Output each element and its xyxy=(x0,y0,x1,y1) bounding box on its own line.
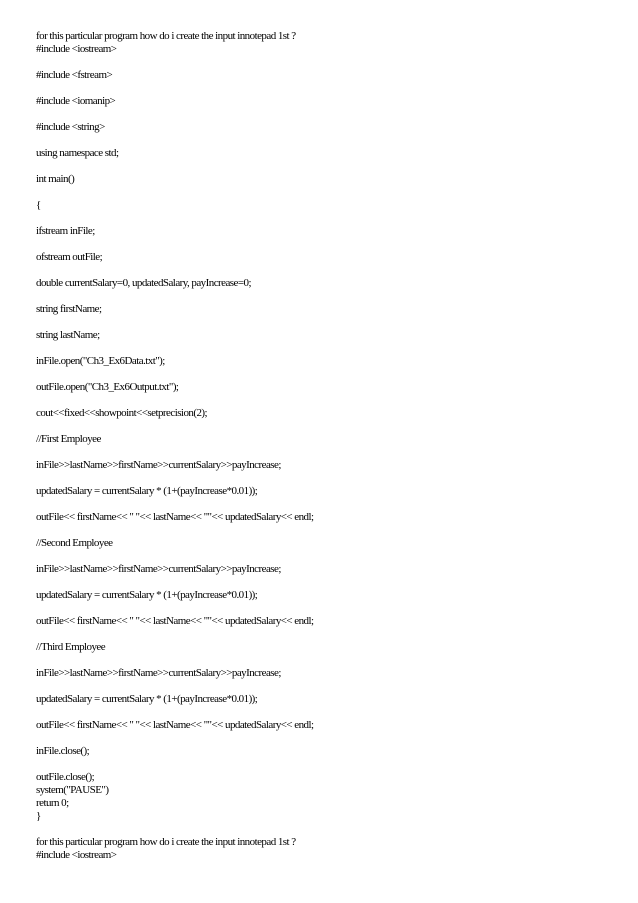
system-pause-line: system("PAUSE") xyxy=(36,784,109,796)
ofstream-line: ofstream outFile; xyxy=(36,251,103,263)
open-brace-line: { xyxy=(36,199,41,211)
infile-close-line: inFile.close(); xyxy=(36,745,90,757)
cout-format-line: cout<<fixed<<showpoint<<setprecision(2); xyxy=(36,407,208,419)
include-iomanip-line: #include <iomanip> xyxy=(36,95,116,107)
compute-third-salary-line: updatedSalary = currentSalary * (1+(payIncrease*0.01)); xyxy=(36,693,258,705)
using-namespace-line: using namespace std; xyxy=(36,147,119,159)
write-third-employee-line: outFile<< firstName<< " "<< lastName<< ""<< updatedSalary<< endl; xyxy=(36,719,314,731)
outfile-close-line: outFile.close(); xyxy=(36,771,95,783)
comment-first-employee: //First Employee xyxy=(36,433,101,445)
include-iostream-line: #include <iostream> xyxy=(36,43,117,55)
comment-second-employee: //Second Employee xyxy=(36,537,113,549)
infile-open-line: inFile.open("Ch3_Ex6Data.txt"); xyxy=(36,355,165,367)
question-line-repeat: for this particular program how do i create the input innotepad 1st ? xyxy=(36,836,296,848)
read-second-employee-line: inFile>>lastName>>firstName>>currentSalary>>payIncrease; xyxy=(36,563,281,575)
include-string-line: #include <string> xyxy=(36,121,105,133)
string-firstname-line: string firstName; xyxy=(36,303,102,315)
write-first-employee-line: outFile<< firstName<< " "<< lastName<< ""<< updatedSalary<< endl; xyxy=(36,511,314,523)
comment-third-employee: //Third Employee xyxy=(36,641,106,653)
read-first-employee-line: inFile>>lastName>>firstName>>currentSalary>>payIncrease; xyxy=(36,459,281,471)
double-declaration-line: double currentSalary=0, updatedSalary, payIncrease=0; xyxy=(36,277,251,289)
close-brace-line: } xyxy=(36,810,41,822)
outfile-open-line: outFile.open("Ch3_Ex6Output.txt"); xyxy=(36,381,179,393)
compute-first-salary-line: updatedSalary = currentSalary * (1+(payIncrease*0.01)); xyxy=(36,485,258,497)
ifstream-line: ifstream inFile; xyxy=(36,225,95,237)
write-second-employee-line: outFile<< firstName<< " "<< lastName<< ""<< updatedSalary<< endl; xyxy=(36,615,314,627)
question-line: for this particular program how do i create the input innotepad 1st ? xyxy=(36,30,296,42)
return-line: return 0; xyxy=(36,797,69,809)
read-third-employee-line: inFile>>lastName>>firstName>>currentSalary>>payIncrease; xyxy=(36,667,281,679)
main-signature-line: int main() xyxy=(36,173,75,185)
string-lastname-line: string lastName; xyxy=(36,329,100,341)
compute-second-salary-line: updatedSalary = currentSalary * (1+(payIncrease*0.01)); xyxy=(36,589,258,601)
include-iostream-repeat-line: #include <iostream> xyxy=(36,849,117,861)
include-fstream-line: #include <fstream> xyxy=(36,69,113,81)
